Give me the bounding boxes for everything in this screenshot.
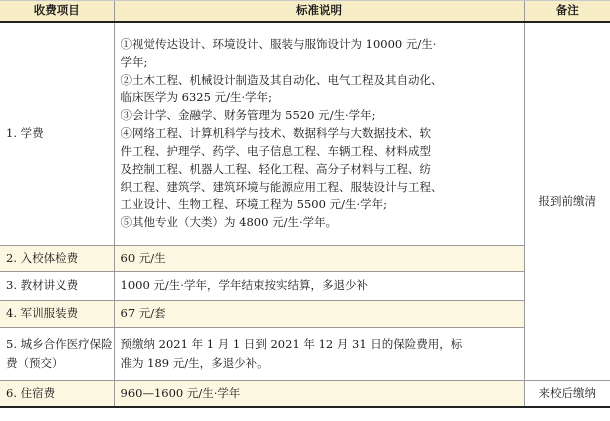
tuition-line: ④网络工程、计算机科学与技术、数据科学与大数据技术、软 <box>120 126 431 141</box>
table-row <box>0 381 610 408</box>
standard-textbooks: 1000 元/生·学年，学年结束按实结算，多退少补 <box>114 272 524 301</box>
table-row <box>0 272 610 301</box>
insurance-item-line: 费（预交） <box>6 356 64 370</box>
table-row <box>0 328 610 381</box>
header-standard: 标准说明 <box>114 1 524 23</box>
tuition-line: ②土木工程、机械设计制造及其自动化、电气工程及其自动化、 <box>120 72 443 87</box>
standard-medical-insurance <box>114 328 524 381</box>
remark-after-arrival: 来校后缴纳 <box>524 381 610 408</box>
tuition-line: ⑤其他专业（大类）为 4800 元/生·学年。 <box>120 215 338 230</box>
insurance-line: 准为 189 元/生，多退少补。 <box>120 356 269 370</box>
standard-accommodation: 960—1600 元/生·学年 <box>114 381 524 408</box>
standard-medical-exam: 60 元/生 <box>114 246 524 272</box>
fee-item-medical-exam: 2. 入校体检费 <box>0 246 114 272</box>
fee-item-medical-insurance <box>0 328 114 381</box>
remark-before-registration: 报到前缴清 <box>524 22 610 381</box>
header-remark: 备注 <box>524 1 610 23</box>
table-header-row <box>0 1 610 23</box>
header-fee-item: 收费项目 <box>0 1 114 23</box>
insurance-line: 预缴纳 2021 年 1 月 1 日到 2021 年 12 月 31 日的保险费用，标 <box>120 337 463 352</box>
fee-item-textbooks: 3. 教材讲义费 <box>0 272 114 301</box>
fee-item-accommodation: 6. 住宿费 <box>0 381 114 408</box>
standard-military-uniform: 67 元/套 <box>114 301 524 328</box>
tuition-line: ③会计学、金融学、财务管理为 5520 元/生·学年; <box>120 108 376 123</box>
fee-item-military-uniform: 4. 军训服装费 <box>0 301 114 328</box>
tuition-line: 工业设计、生物工程、环境工程为 5500 元/生·学年; <box>120 197 387 212</box>
tuition-line: 件工程、护理学、药学、电子信息工程、车辆工程、材料成型 <box>120 143 431 158</box>
tuition-line: ①视觉传达设计、环境设计、服装与服饰设计为 10000 元/生· <box>120 37 437 52</box>
tuition-line: 临床医学为 6325 元/生·学年; <box>120 90 272 105</box>
tuition-line: 学年; <box>120 54 148 69</box>
table-row <box>0 22 610 246</box>
standard-tuition <box>114 22 524 246</box>
tuition-line: 织工程、建筑学、建筑环境与能源应用工程、服装设计与工程、 <box>120 179 443 194</box>
fee-item-tuition: 1. 学费 <box>0 22 114 246</box>
table-row <box>0 246 610 272</box>
tuition-line: 及控制工程、机器人工程、轻化工程、高分子材料与工程、纺 <box>120 161 431 176</box>
table-row <box>0 301 610 328</box>
insurance-item-line: 5. 城乡合作医疗保险 <box>6 337 113 352</box>
